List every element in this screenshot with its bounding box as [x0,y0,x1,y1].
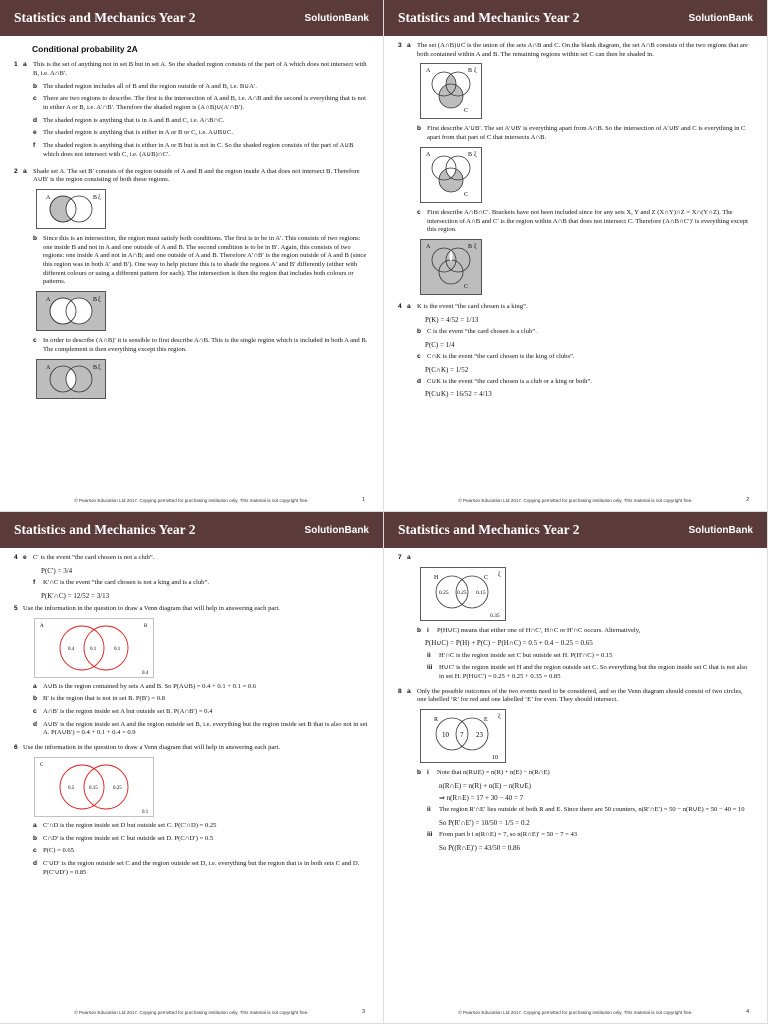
q4b: b C is the event “the card chosen is a club”. [417,327,537,335]
q4d-equation: P(C∪K) = 16/52 = 4/13 [425,390,492,399]
venn-label-c: C [464,191,469,198]
q8bi-line-2: ⇒ n(R∩E) = 17 + 30 − 40 = 7 [439,794,524,803]
page-number: 2 [746,497,749,503]
venn-label-b: B [93,364,98,371]
header-title: Statistics and Mechanics Year 2 [398,522,580,537]
venn-value-intersection: 0.25 [457,589,467,596]
venn-value-e-only: 23 [476,731,483,740]
q7bi-equation: P(H∪C) = P(H) + P(C) − P(H∩C) = 0.5 + 0.4 − 0.25 = 0.65 [425,639,593,648]
venn-label-xi: ξ [98,297,101,304]
q4e: 4 e C′ is the event “the card chosen is not a club”. [14,554,155,561]
venn-value-c-only: 0.5 [68,785,75,791]
q8bi-line-1: n(R∩E) = n(R) + n(E) − n(R∪E) [439,781,532,790]
q7bi: b i P(H∪C) means that either one of H∩C′, H∩C or H′∩C occurs. Alternatively, [417,626,641,634]
q6b: b C∩D′ is the region inside set C but outside set D. P(C∩D′) = 0.5 [33,834,214,842]
header-brand: SolutionBank [688,524,753,536]
venn-value-intersection: 7 [460,731,464,740]
header-title: Statistics and Mechanics Year 2 [14,522,196,537]
venn-diagram-3c [420,239,482,295]
venn-label-xi: ξ [498,571,501,578]
q1d: d The shaded region is anything that is in A and B and C, i.e. A∩B∩C. [33,116,225,124]
venn-label-a: A [426,151,431,158]
venn-label-a: A [46,364,51,371]
venn-label-b: B [468,243,473,250]
q1f: f The shaded region is anything that is either in A or B but is not in C. So the shaded region consists of the part of A∪B which does not intersect with C, i.e. (A∪B)∩C′. [33,142,354,158]
q5b: b B′ is the region that is not in set B. P(B′) = 0.8 [33,695,165,703]
venn-value-outside: 0.1 [142,809,149,815]
page-header [0,512,383,548]
venn-label-b: B [93,194,98,201]
venn-value-r-only: 10 [442,731,449,740]
venn-diagram-3a [420,63,482,119]
q1a: 1 a This is the set of anything not in set B but in set A. So the shaded region consists of the part of A which does not intersect with B, i.e. A∩B′. [14,61,367,77]
q6a: a C′∩D is the region inside set D but outside set C. P(C′∩D) = 0.25 [33,821,217,829]
q2b: b Since this is an intersection, the region must satisfy both conditions. The first is to be in A′. This consists of two regions: one inside B and not in A and one outside of A and B. The second condition is to be in B′. Again, this consists of two regions: one inside A and not in A∩B; and one outside of A and B. Therefore A′∩B′ is the region outside of A and B (since this region was in both A′ and B′). One way to help picture this is to shade the regions A′ and B′ differently (either with different colours or using a different pattern for each). The intersection is then the region that includes both colours or patterns. [33,234,367,286]
q4b-equation: P(C) = 1/4 [425,340,455,349]
footer: © Pearson Education Ltd 2017. Copying permitted for purchasing institution only. This material is not copyright free. [458,498,693,503]
page-2 [384,0,768,512]
q4e-equation: P(C′) = 3/4 [41,566,73,575]
venn-value-intersection: 0.1 [90,646,97,652]
venn-diagram-2b [36,291,106,331]
venn-label-c: C [40,762,44,768]
venn-label-xi: ξ [474,68,477,75]
venn-value-outside: 0.4 [142,670,149,676]
venn-value-d-only: 0.25 [113,785,122,791]
q4c-equation: P(C∩K) = 1/52 [425,365,469,374]
q4f-equation: P(K′∩C) = 12/52 = 3/13 [41,591,110,600]
q5a: a A∪B is the region contained by sets A and B. So P(A∪B) = 0.4 + 0.1 + 0.1 = 0.6 [33,682,257,690]
section-title: Conditional probability 2A [32,44,138,54]
header-brand: SolutionBank [304,524,369,536]
q7a: 7 a [398,554,411,561]
q1b: b The shaded region includes all of B and the region outside of A and B, i.e. B∪A′. [33,82,257,90]
venn-label-xi: ξ [98,194,101,201]
q5c: c A∩B′ is the region inside set A but outside set B. P(A∩B′) = 0.4 [33,707,213,715]
q8bi: b i Note that n(R∪E) = n(R) + n(E) − n(R∩E) [417,769,550,777]
venn-label-xi: ξ [498,714,501,721]
venn-value-c-only: 0.15 [476,589,486,596]
q8bii-equation: So P(R′∩E′) = 10/50 = 1/5 = 0.2 [439,819,530,828]
venn-label-r: R [434,717,439,724]
page-1 [0,0,384,512]
q1c: c There are two regions to describe. The first is the intersection of A and B, i.e. A∩B and the second is everything that is not in either A or B, i.e. A′∩B′. Therefore the shaded region is (A∩B)∪(A′∩B′). [33,95,366,112]
q4f: f K′∩C is the event “the card chosen is not a king and is a club”. [33,578,210,586]
venn-label-c: C [484,574,489,581]
q3a: 3 a The set (A∩B)∪C is the union of the sets A∩B and C. On the blank diagram, the set A∩B consists of the two regions that are both contained within A and B. The remaining regions within set C can then be shaded in. [398,42,748,58]
q6d: d C′∪D′ is the region outside set C and the region outside set D, i.e. everything but the region that is in both sets C and D. P(C′∪D′) = 0.85 [33,859,360,876]
q3b: b First describe A′∪B′. The set A′∪B′ is everything apart from A∩B. So the intersection of A′∪B′ and C is everything in C apart from that part of C that intersects A∩B. [417,125,746,142]
q2a: 2 a Shade set A. The set B′ consists of the region outside of A and B and the region inside A that does not intersect B. Therefore A∪B′ is the region consisting of both these regions. [14,167,360,184]
venn-label-c: C [464,108,469,115]
q7bii: ii H′∩C is the region inside set C but outside set H. P(H′∩C) = 0.15 [427,651,613,659]
venn-label-b: B [468,68,473,75]
footer: © Pearson Education Ltd 2017. Copying permitted for purchasing institution only. This material is not copyright free. [74,1010,309,1015]
q8bii: ii The region R′∩E′ lies outside of both R and E. Since there are 50 counters, n(R′∩E′) = 50 − n(R∪E) = 50 − 40 = 10 [427,806,745,814]
venn-diagram-6 [34,757,154,817]
q4a: 4 a K is the event “the card chosen is a king”. [398,302,528,310]
footer: © Pearson Education Ltd 2017. Copying permitted for purchasing institution only. This material is not copyright free. [74,498,309,503]
venn-diagram-5 [34,618,154,678]
page-number: 3 [362,1009,365,1015]
venn-label-a: A [426,243,431,250]
q6c: c P(C) = 0.65 [33,847,75,855]
q1e: e The shaded region is anything that is either in A or B or C, i.e. A∪B∪C. [33,129,234,137]
page-header [384,512,767,548]
venn-label-b: B [468,151,473,158]
venn-value-a-only: 0.4 [68,646,75,652]
q5d: d A∪B′ is the region inside set A and the region outside set B, i.e. everything but the region inside set B that is also not in set A. P(A∪B′) = 0.4 + 0.1 + 0.4 = 0.9 [33,720,368,737]
venn-diagram-3b [420,147,482,203]
header-brand: SolutionBank [688,12,753,24]
q8a: 8 a Only the possible outcomes of the two events need to be considered, and so the Venn diagram should consist of two circles, one labelled ‘R’ for red and one labelled ‘E’ for even. They should intersect. [398,687,743,704]
q7biii: iii H∪C′ is the region inside set H and the region outside set C. So everything but the region inside set C that is not also in set H. P(H∪C′) = 0.25 + 0.25 + 0.35 = 0.85 [427,664,748,681]
q4d: d C∪K is the event “the card chosen is a club or a king or both”. [417,377,593,385]
venn-label-a: A [40,623,44,629]
venn-label-b: B [93,297,98,304]
page-3 [0,512,384,1024]
footer: © Pearson Education Ltd 2017. Copying permitted for purchasing institution only. This material is not copyright free. [458,1010,693,1015]
q3c: c First describe A∩B∩C′. Brackets have not been included since for any sets X, Y and Z (X∩Y)∩Z = X∩(Y∩Z). The intersection of A∩B and C′ is the region within A∩B that does not intersect C. Therefore (A∩B∩C′)′ is everything except this region. [417,208,749,234]
q8biii: iii From part b i n(R∩E) = 7, so n(R∩E)′ = 50 − 7 = 43 [427,831,578,839]
venn-label-a: A [46,297,51,304]
page-header [384,0,767,36]
venn-value-outside: 0.35 [490,612,500,619]
venn-value-h-only: 0.25 [439,589,449,596]
venn-label-a: A [46,194,51,201]
venn-label-e: E [484,717,488,724]
header-brand: SolutionBank [304,12,369,24]
venn-value-b-only: 0.1 [114,646,121,652]
venn-diagram-2a [36,189,106,229]
venn-label-c: C [464,283,469,290]
q5: 5 Use the information in the question to draw a Venn diagram that will help in answering each part. [14,604,280,612]
venn-label-xi: ξ [474,243,477,250]
q2c: c In order to describe (A∩B)′ it is sensible to first describe A∩B. This is the single region which is included in both A and B. The complement is then everything except this region. [33,337,368,353]
venn-value-outside: 10 [492,755,498,762]
page-header [0,0,383,36]
q4c: c C∩K is the event “the card chosen is the king of clubs”. [417,352,575,360]
venn-label-xi: ξ [98,364,101,371]
q6: 6 Use the information in the question to draw a Venn diagram that will help in answering each part. [14,744,280,752]
venn-label-xi: ξ [474,151,477,158]
header-title: Statistics and Mechanics Year 2 [398,10,580,25]
venn-diagram-8 [420,709,506,763]
venn-label-h: H [434,574,439,581]
venn-label-a: A [426,68,431,75]
header-title: Statistics and Mechanics Year 2 [14,10,196,25]
venn-value-intersection: 0.15 [89,785,98,791]
venn-diagram-2c [36,359,106,399]
q4a-equation: P(K) = 4/52 = 1/13 [425,315,479,324]
page-4 [384,512,768,1024]
venn-label-b: B [144,623,148,629]
q8biii-equation: So P((R∩E)′) = 43/50 = 0.86 [439,843,520,852]
page-number: 1 [362,497,365,503]
venn-diagram-7 [420,567,506,621]
page-number: 4 [746,1009,749,1015]
